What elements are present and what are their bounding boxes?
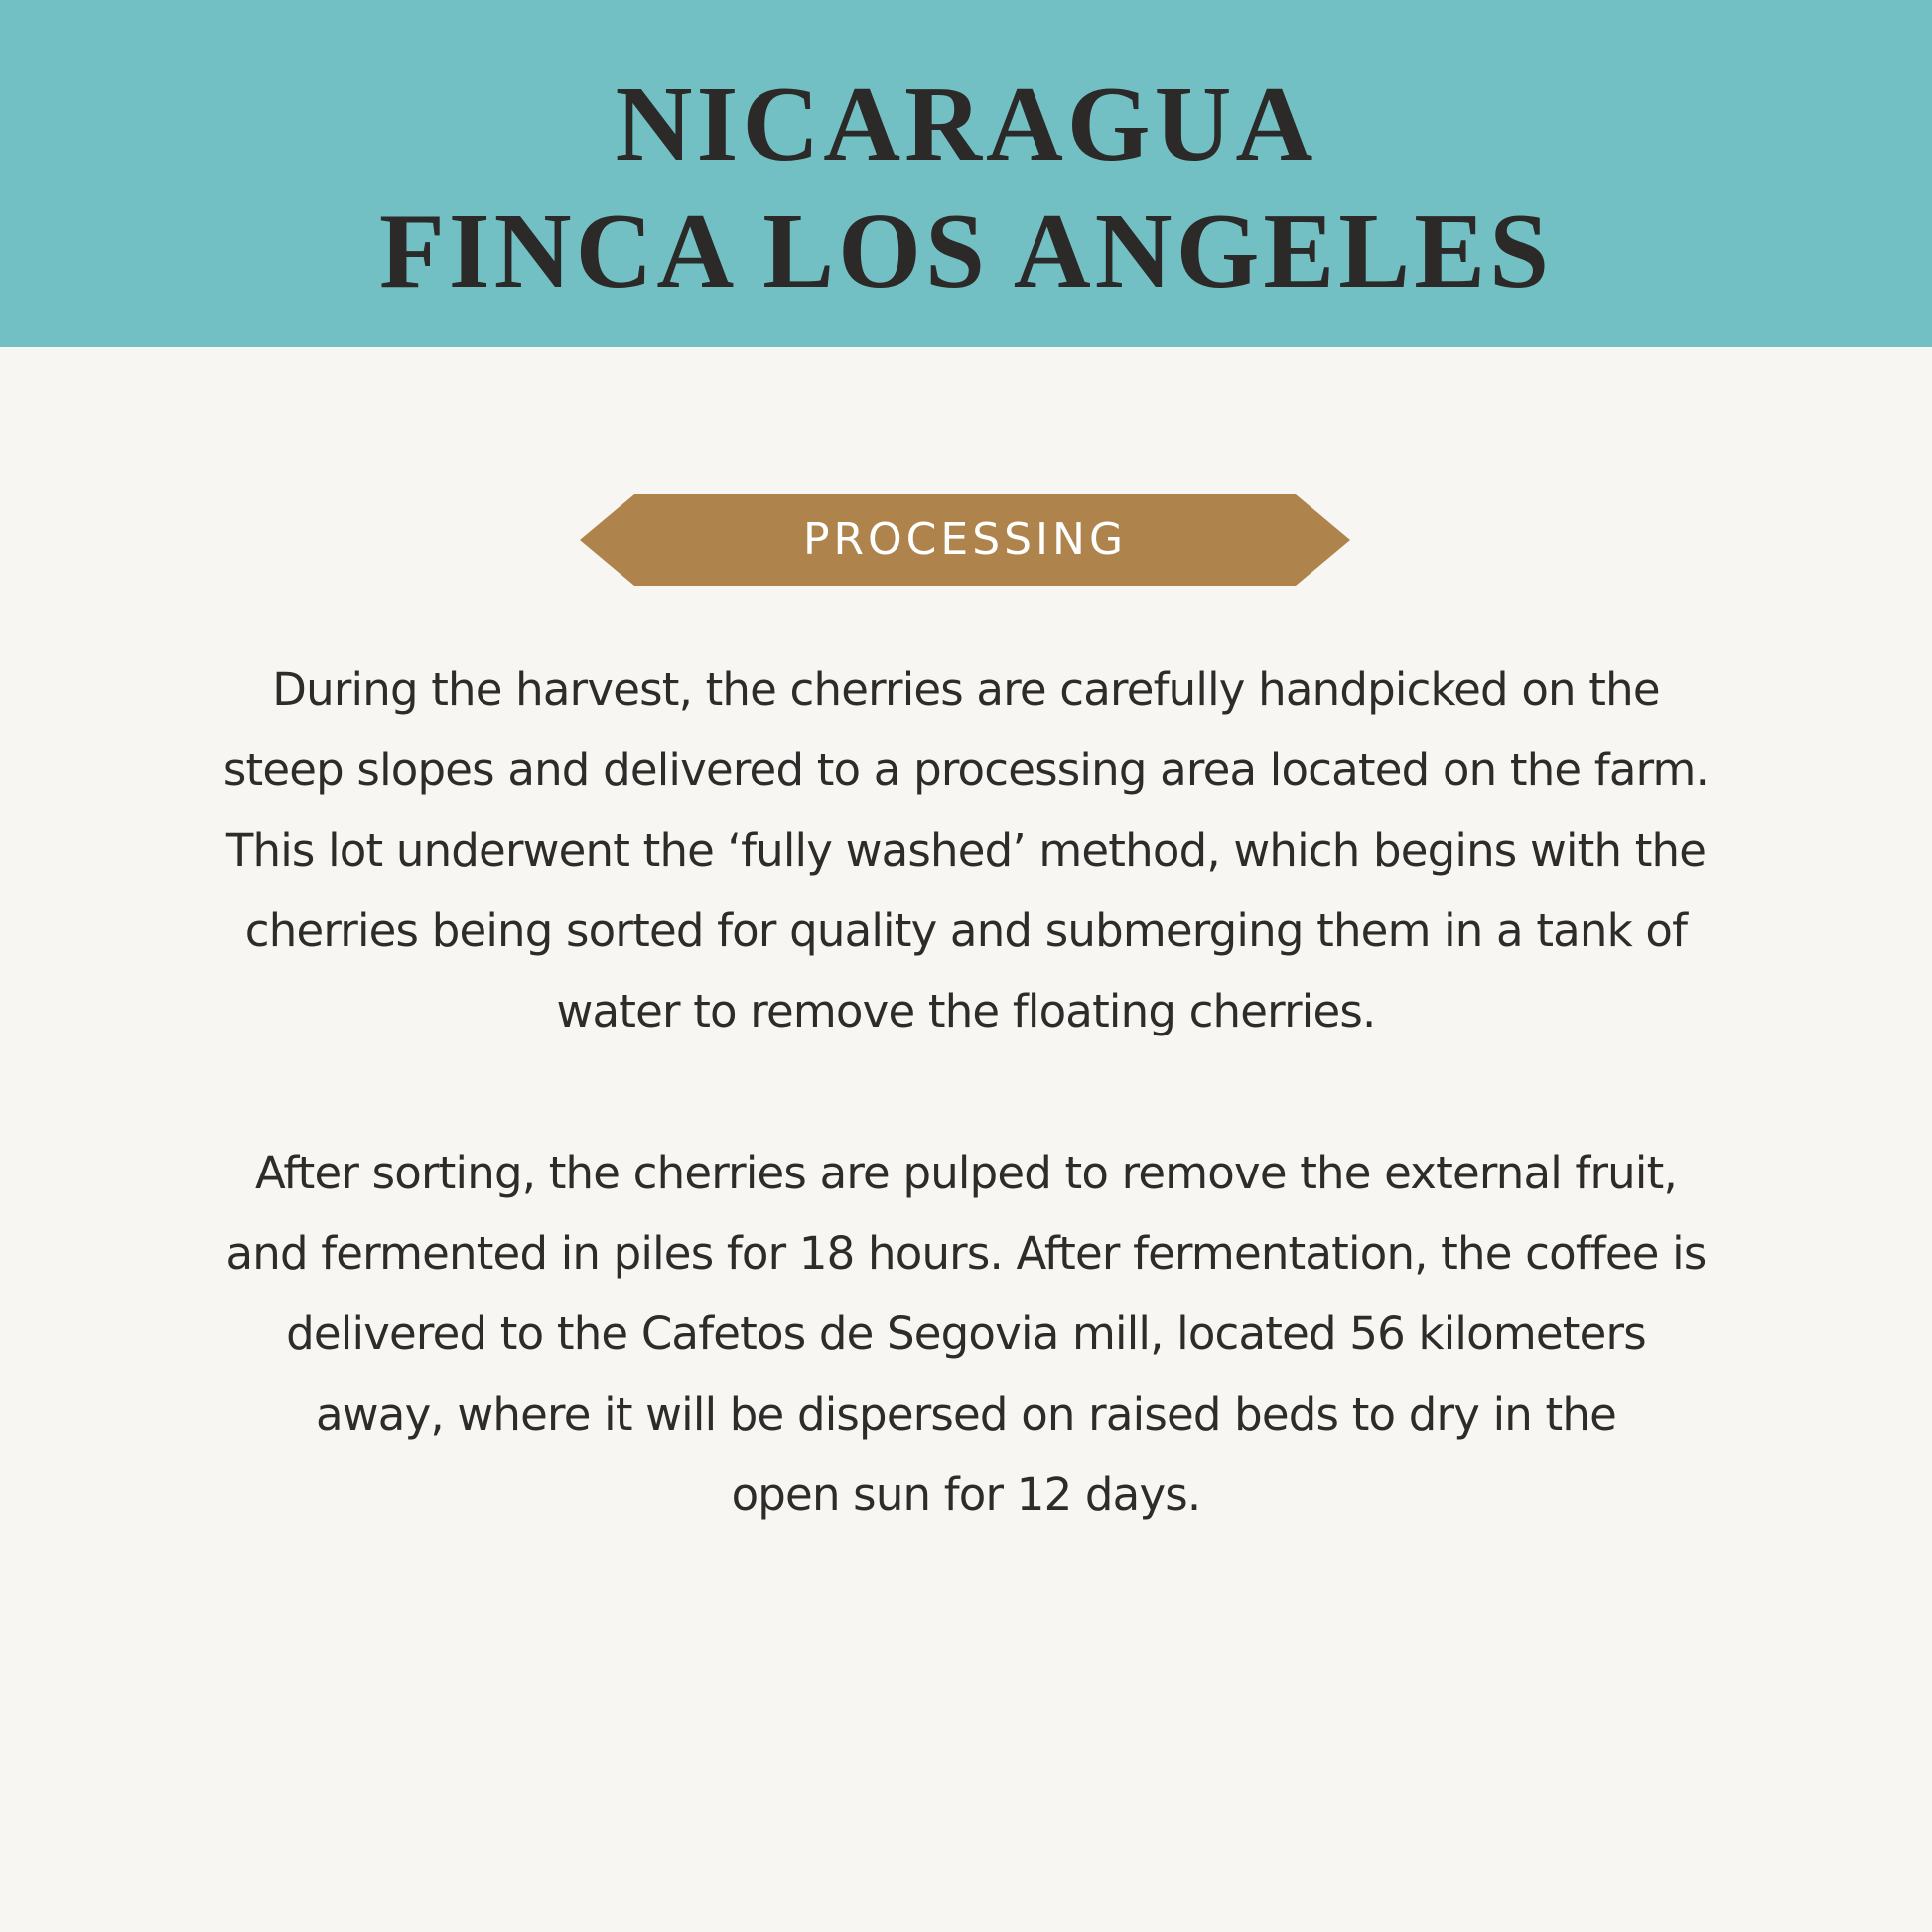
paragraph-fermentation	[172, 1133, 1760, 1535]
section-badge-label: PROCESSING	[802, 514, 1128, 565]
paragraph-line: water to remove the floating cherries.	[556, 985, 1376, 1037]
paragraph-line: delivered to the Cafetos de Segovia mill, located 56 kilometers	[286, 1308, 1646, 1360]
header-banner	[0, 0, 1932, 347]
section-badge	[580, 494, 1350, 586]
page-title-line-1: NICARAGUA	[615, 66, 1317, 184]
paragraph-line: This lot underwent the ‘fully washed’ method, which begins with the	[225, 824, 1707, 877]
paragraph-line: cherries being sorted for quality and submerging them in a tank of	[244, 904, 1688, 957]
paragraph-line: steep slopes and delivered to a processing area located on the farm.	[222, 744, 1710, 796]
paragraph-harvest	[172, 649, 1760, 1051]
paragraph-line: During the harvest, the cherries are carefully handpicked on the	[272, 663, 1660, 716]
paragraph-line: After sorting, the cherries are pulped to remove the external fruit,	[255, 1147, 1677, 1199]
paragraph-line: away, where it will be dispersed on raised beds to dry in the	[316, 1388, 1616, 1441]
paragraph-line: open sun for 12 days.	[731, 1468, 1201, 1521]
paragraph-line: and fermented in piles for 18 hours. After fermentation, the coffee is	[225, 1227, 1707, 1280]
page-title-line-2: FINCA LOS ANGELES	[378, 193, 1554, 311]
